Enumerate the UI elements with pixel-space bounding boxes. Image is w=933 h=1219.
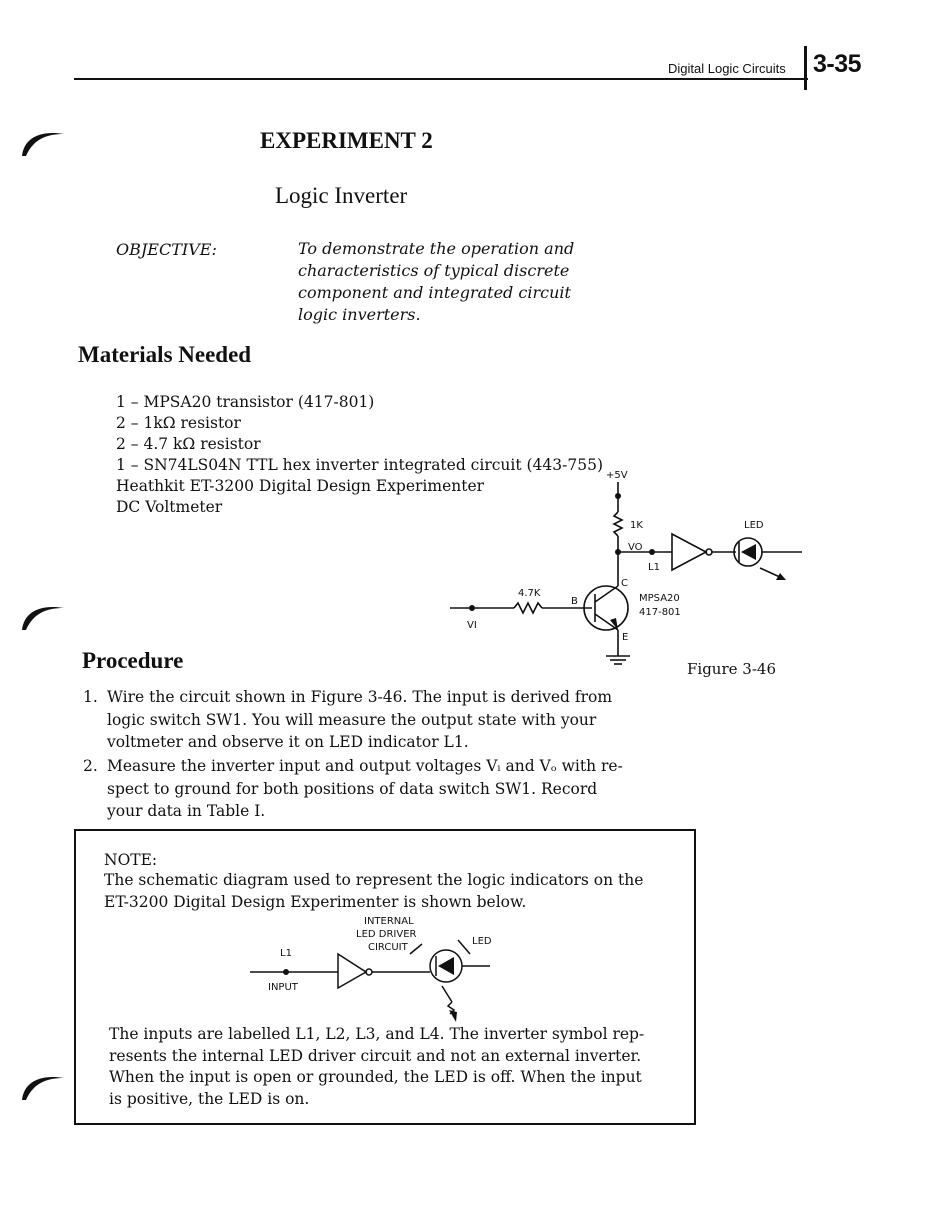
objective-line: component and integrated circuit [298,283,571,302]
label-led-driver: LED DRIVER [356,929,417,940]
label-mpsa20: MPSA20 [639,593,680,604]
step-text [107,755,637,823]
step-line: spect to ground for both positions of data switch SW1. Record [107,779,598,798]
label-led: LED [744,520,764,531]
note-line: The schematic diagram used to represent the logic indicators on the [104,871,644,889]
binder-mark [18,124,68,160]
step-line: voltmeter and observe it on LED indicator L1. [107,733,469,751]
label-collector: C [621,578,628,589]
note-line: The inputs are labelled L1, L2, L3, and L4. The inverter symbol rep- [109,1025,645,1043]
step-text [107,686,637,754]
label-base: B [571,596,578,607]
label-part-number: 417-801 [639,607,681,618]
note-body [109,1024,689,1110]
list-item: 1 – MPSA20 transistor (417-801) [116,393,375,411]
note-intro [104,870,684,913]
list-item: 2 – 1kΩ resistor [116,414,241,432]
label-vo: VO [628,542,643,553]
list-item: DC Voltmeter [116,498,223,516]
page-number: 3-35 [813,50,862,78]
inverter-schematic [440,462,820,692]
list-item: 1 – SN74LS04N TTL hex inverter integrated circuit (443-755) [116,456,604,474]
step-number: 2. [83,757,98,775]
note-line: ET-3200 Digital Design Experimenter is shown below. [104,892,527,911]
procedure-step [83,686,643,756]
label-circuit: CIRCUIT [368,942,408,953]
objective-label: OBJECTIVE: [116,240,217,259]
label-l1: L1 [280,948,292,959]
procedure-step [83,755,643,825]
running-title: Digital Logic Circuits [668,61,786,76]
step-line: Wire the circuit shown in Figure 3-46. The input is derived from [107,688,613,706]
step-line: Measure the inverter input and output voltages Vᵢ and Vₒ with re- [107,757,623,775]
label-vi: VI [467,620,477,631]
list-item: Heathkit ET-3200 Digital Design Experimenter [116,477,485,495]
step-line: your data in Table I. [107,802,266,820]
objective-line: To demonstrate the operation and [298,239,575,258]
label-emitter: E [622,632,629,643]
label-1k: 1K [630,520,643,531]
header-divider [804,46,807,90]
objective-line: logic inverters. [298,305,421,324]
procedure-heading: Procedure [82,648,184,673]
binder-mark [18,1068,68,1104]
materials-heading: Materials Needed [78,342,252,367]
label-4-7k: 4.7K [518,588,541,599]
binder-mark [18,598,68,634]
note-line: resents the internal LED driver circuit and not an external inverter. [109,1046,642,1065]
page-subtitle: Logic Inverter [275,183,408,208]
step-line: logic switch SW1. You will measure the output state with your [107,710,597,729]
label-internal: INTERNAL [364,916,414,927]
note-line: When the input is open or grounded, the LED is off. When the input [109,1068,642,1086]
header-rule [74,78,808,80]
objective-line: characteristics of typical discrete [298,261,570,280]
figure-caption: Figure 3-46 [687,660,776,678]
label-vplus: +5V [606,470,628,481]
note-line: is positive, the LED is on. [109,1089,310,1108]
label-l1: L1 [648,562,660,573]
objective-text [298,238,598,326]
note-heading: NOTE: [104,851,158,869]
label-led: LED [472,936,492,947]
label-input: INPUT [268,982,298,993]
list-item: 2 – 4.7 kΩ resistor [116,435,261,453]
led-indicator-diagram [240,910,510,1030]
page-title: EXPERIMENT 2 [260,128,433,153]
step-number: 1. [83,688,98,706]
